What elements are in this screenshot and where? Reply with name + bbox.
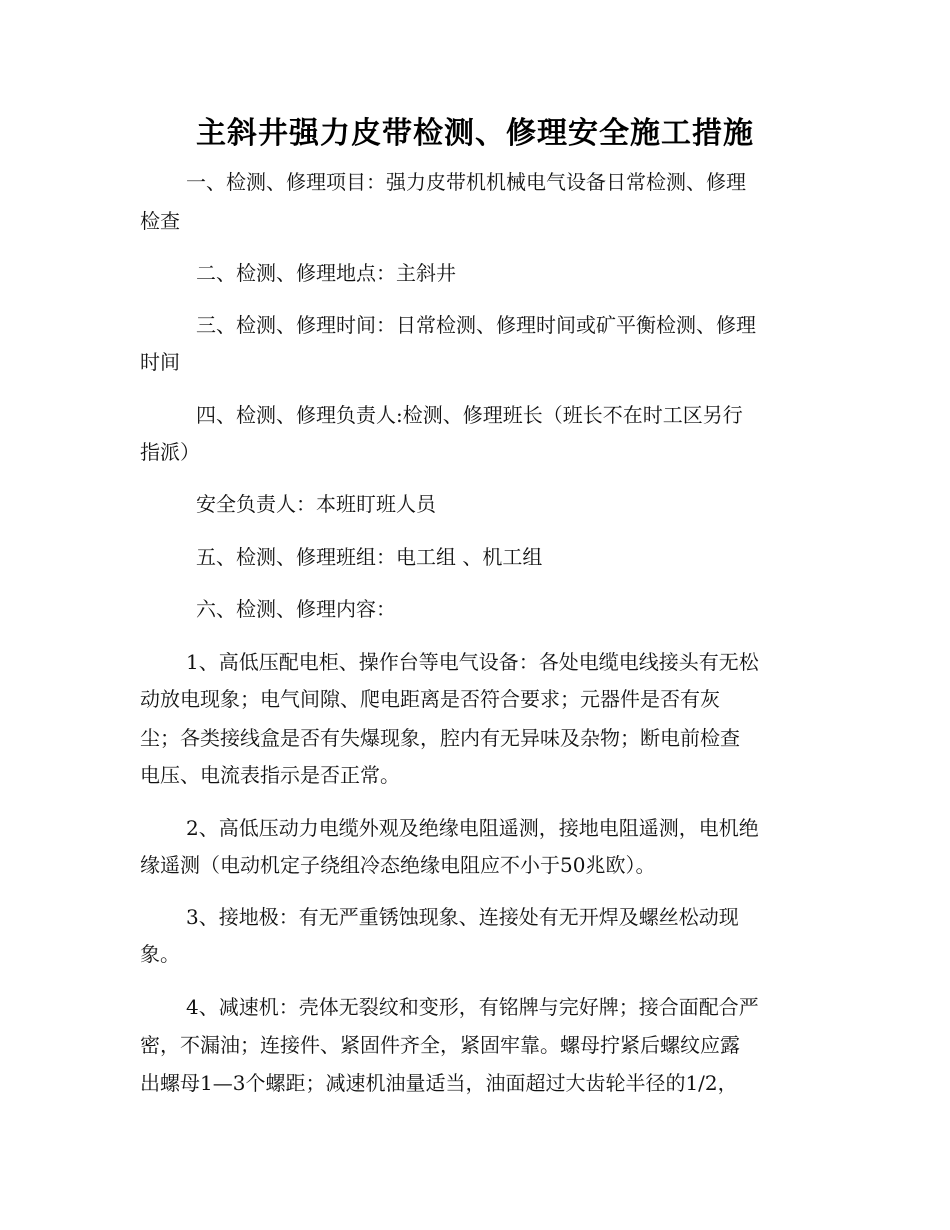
section-6-line-1: 六、检测、修理内容： <box>196 597 396 621</box>
item-4-line-2: 密，不漏油；连接件、紧固件齐全，紧固牢靠。螺母拧紧后螺纹应露 <box>140 1033 740 1057</box>
item-2-line-2: 缘遥测（电动机定子绕组冷态绝缘电阻应不小于50兆欧）。 <box>140 853 656 877</box>
section-1-line-1: 一、检测、修理项目：强力皮带机机械电气设备日常检测、修理 <box>186 170 746 194</box>
section-4-line-2: 指派） <box>140 440 200 464</box>
section-1-line-2: 检查 <box>140 209 180 233</box>
item-3-line-2: 象。 <box>140 942 180 966</box>
document-title: 主斜井强力皮带检测、修理安全施工措施 <box>196 116 754 151</box>
section-4-line-1: 四、检测、修理负责人:检测、修理班长（班长不在时工区另行 <box>196 403 743 427</box>
item-1-line-4: 电压、电流表指示是否正常。 <box>140 763 400 787</box>
item-4-line-3: 出螺母1—3个螺距；减速机油量适当，油面超过大齿轮半径的1/2， <box>140 1071 738 1095</box>
item-1-line-1: 1、高低压配电柜、操作台等电气设备：各处电缆电线接头有无松 <box>186 650 759 674</box>
item-1-line-3: 尘；各类接线盒是否有失爆现象，腔内有无异味及杂物；断电前检查 <box>140 726 740 750</box>
item-4-line-1: 4、减速机：壳体无裂纹和变形，有铭牌与完好牌；接合面配合严 <box>186 995 759 1019</box>
item-2-line-1: 2、高低压动力电缆外观及绝缘电阻遥测，接地电阻遥测，电机绝 <box>186 816 759 840</box>
section-3-line-1: 三、检测、修理时间：日常检测、修理时间或矿平衡检测、修理 <box>196 313 756 337</box>
section-5-line-1: 五、检测、修理班组：电工组 、机工组 <box>196 545 543 569</box>
safety-lead-line: 安全负责人：本班盯班人员 <box>196 492 436 516</box>
item-1-line-2: 动放电现象；电气间隙、爬电距离是否符合要求；元器件是否有灰 <box>140 687 720 711</box>
section-2-line-1: 二、检测、修理地点：主斜井 <box>196 261 456 285</box>
item-3-line-1: 3、接地极：有无严重锈蚀现象、连接处有无开焊及螺丝松动现 <box>186 905 739 929</box>
section-3-line-2: 时间 <box>140 350 180 374</box>
